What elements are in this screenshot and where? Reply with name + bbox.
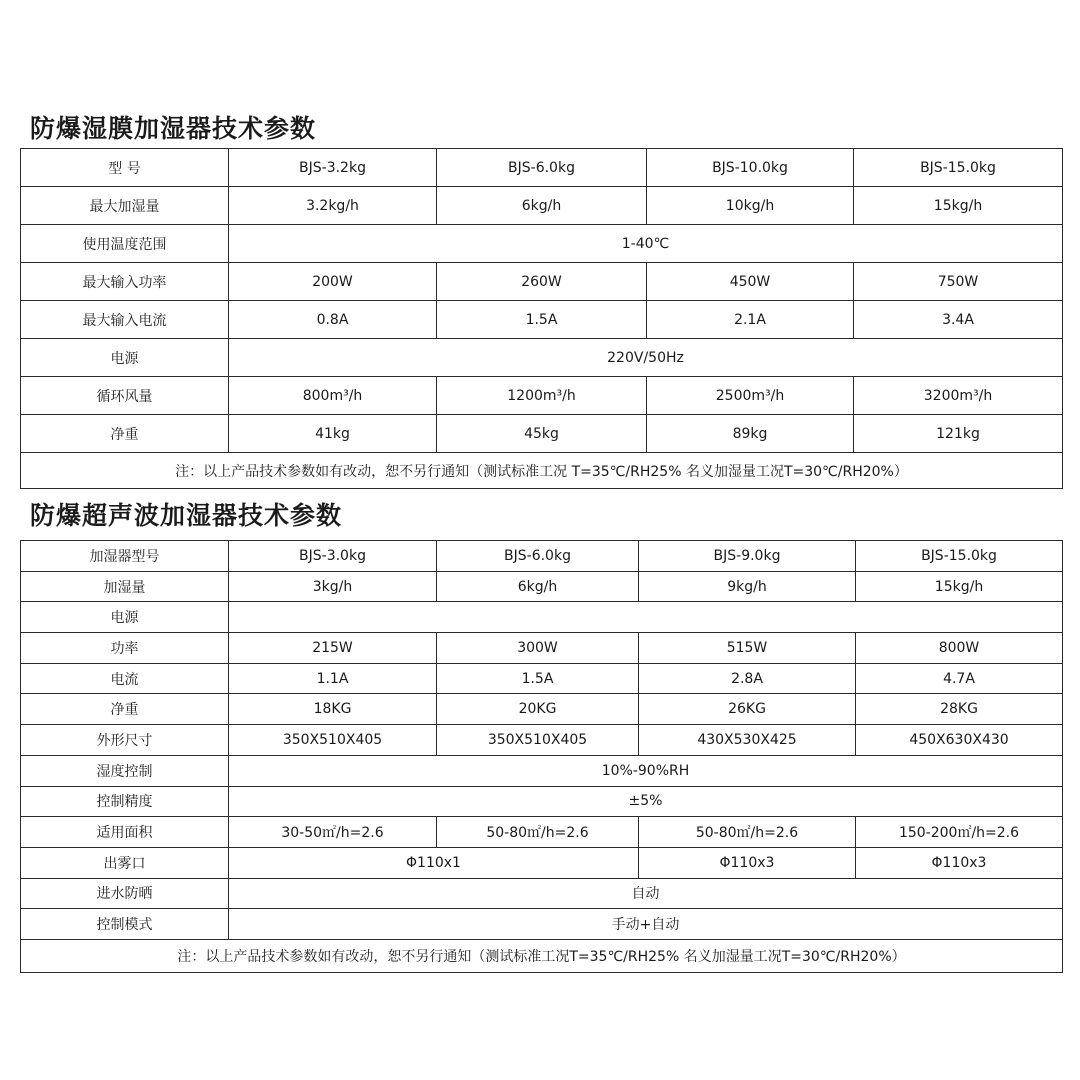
value-cell: 430X530X425 <box>639 725 856 756</box>
value-cell: 1200m³/h <box>437 377 647 415</box>
value-cell: 15kg/h <box>854 187 1063 225</box>
value-cell: 1.1A <box>229 663 437 694</box>
value-cell: 3.4A <box>854 301 1063 339</box>
row-label-cell: 湿度控制 <box>21 755 229 786</box>
table-header-row <box>21 149 1063 187</box>
value-cell: 2500m³/h <box>647 377 854 415</box>
table2-title: 防爆超声波加湿器技术参数 <box>30 501 343 530</box>
row-label-cell: 适用面积 <box>21 817 229 848</box>
value-cell: 10kg/h <box>647 187 854 225</box>
merged-value-cell: 1-40℃ <box>229 225 1063 263</box>
value-cell: 215W <box>229 633 437 664</box>
model-header-cell: BJS-15.0kg <box>856 541 1063 572</box>
value-cell: 89kg <box>647 415 854 453</box>
value-cell: Φ110x3 <box>639 847 856 878</box>
value-cell: 800W <box>856 633 1063 664</box>
row-label-cell: 进水防晒 <box>21 878 229 909</box>
table-row <box>21 602 1063 633</box>
merged-value-cell: 220V/50Hz <box>229 339 1063 377</box>
value-cell: 50-80㎡/h=2.6 <box>437 817 639 848</box>
table-row <box>21 878 1063 909</box>
merged-value-cell: ±5% <box>229 786 1063 817</box>
row-label-cell: 净重 <box>21 694 229 725</box>
table-header-row <box>21 541 1063 572</box>
row-label-cell: 净重 <box>21 415 229 453</box>
table-row <box>21 725 1063 756</box>
value-cell: 3kg/h <box>229 571 437 602</box>
table-row <box>21 817 1063 848</box>
table-note-row <box>21 939 1063 972</box>
row-label-cell: 外形尺寸 <box>21 725 229 756</box>
model-header-cell: BJS-6.0kg <box>437 541 639 572</box>
value-cell: 2.8A <box>639 663 856 694</box>
value-cell: 1.5A <box>437 663 639 694</box>
row-label-cell: 使用温度范围 <box>21 225 229 263</box>
ultrasonic-humidifier-spec-table <box>20 540 1063 973</box>
value-cell: 4.7A <box>856 663 1063 694</box>
table-row <box>21 786 1063 817</box>
table-row <box>21 225 1063 263</box>
table-row <box>21 909 1063 940</box>
value-cell: 50-80㎡/h=2.6 <box>639 817 856 848</box>
row-label-cell: 最大加湿量 <box>21 187 229 225</box>
value-cell: Φ110x3 <box>856 847 1063 878</box>
row-label-cell: 循环风量 <box>21 377 229 415</box>
header-label-cell: 型 号 <box>21 149 229 187</box>
model-header-cell: BJS-10.0kg <box>647 149 854 187</box>
row-label-cell: 最大输入功率 <box>21 263 229 301</box>
value-cell: 200W <box>229 263 437 301</box>
value-cell: Φ110x1 <box>229 847 639 878</box>
row-label-cell: 功率 <box>21 633 229 664</box>
value-cell: 450W <box>647 263 854 301</box>
model-header-cell: BJS-6.0kg <box>437 149 647 187</box>
table-row <box>21 187 1063 225</box>
table-row <box>21 847 1063 878</box>
row-label-cell: 加湿量 <box>21 571 229 602</box>
model-header-cell: BJS-3.2kg <box>229 149 437 187</box>
value-cell: 121kg <box>854 415 1063 453</box>
value-cell: 300W <box>437 633 639 664</box>
value-cell: 18KG <box>229 694 437 725</box>
value-cell: 350X510X405 <box>229 725 437 756</box>
header-label-cell: 加湿器型号 <box>21 541 229 572</box>
table1-title: 防爆湿膜加湿器技术参数 <box>30 114 317 143</box>
table-row <box>21 339 1063 377</box>
model-header-cell: BJS-9.0kg <box>639 541 856 572</box>
value-cell: 9kg/h <box>639 571 856 602</box>
value-cell: 26KG <box>639 694 856 725</box>
value-cell: 515W <box>639 633 856 664</box>
row-label-cell: 出雾口 <box>21 847 229 878</box>
table-row <box>21 663 1063 694</box>
table-row <box>21 755 1063 786</box>
value-cell: 20KG <box>437 694 639 725</box>
value-cell: 0.8A <box>229 301 437 339</box>
value-cell: 150-200㎡/h=2.6 <box>856 817 1063 848</box>
model-header-cell: BJS-3.0kg <box>229 541 437 572</box>
row-label-cell: 最大输入电流 <box>21 301 229 339</box>
row-label-cell: 电流 <box>21 663 229 694</box>
row-label-cell: 控制模式 <box>21 909 229 940</box>
value-cell: 6kg/h <box>437 571 639 602</box>
merged-value-cell: 10%-90%RH <box>229 755 1063 786</box>
merged-value-cell: 自动 <box>229 878 1063 909</box>
membrane-humidifier-spec-table <box>20 148 1063 489</box>
value-cell: 28KG <box>856 694 1063 725</box>
value-cell: 15kg/h <box>856 571 1063 602</box>
value-cell: 30-50㎡/h=2.6 <box>229 817 437 848</box>
table-row <box>21 263 1063 301</box>
merged-value-cell: 手动+自动 <box>229 909 1063 940</box>
row-label-cell: 电源 <box>21 602 229 633</box>
table-row <box>21 301 1063 339</box>
model-header-cell: BJS-15.0kg <box>854 149 1063 187</box>
note-cell: 注：以上产品技术参数如有改动，恕不另行通知（测试标准工况 T=35℃/RH25% 名义加湿量工况T=30℃/RH20%） <box>21 453 1063 489</box>
table-row <box>21 415 1063 453</box>
value-cell: 350X510X405 <box>437 725 639 756</box>
value-cell: 3.2kg/h <box>229 187 437 225</box>
merged-value-cell <box>229 602 1063 633</box>
value-cell: 6kg/h <box>437 187 647 225</box>
table-row <box>21 694 1063 725</box>
note-cell: 注：以上产品技术参数如有改动，恕不另行通知（测试标准工况T=35℃/RH25% 名义加湿量工况T=30℃/RH20%） <box>21 939 1063 972</box>
table-row <box>21 377 1063 415</box>
value-cell: 260W <box>437 263 647 301</box>
value-cell: 450X630X430 <box>856 725 1063 756</box>
value-cell: 45kg <box>437 415 647 453</box>
value-cell: 800m³/h <box>229 377 437 415</box>
table-note-row <box>21 453 1063 489</box>
row-label-cell: 控制精度 <box>21 786 229 817</box>
value-cell: 2.1A <box>647 301 854 339</box>
table-row <box>21 633 1063 664</box>
value-cell: 3200m³/h <box>854 377 1063 415</box>
table-row <box>21 571 1063 602</box>
row-label-cell: 电源 <box>21 339 229 377</box>
value-cell: 1.5A <box>437 301 647 339</box>
value-cell: 41kg <box>229 415 437 453</box>
value-cell: 750W <box>854 263 1063 301</box>
